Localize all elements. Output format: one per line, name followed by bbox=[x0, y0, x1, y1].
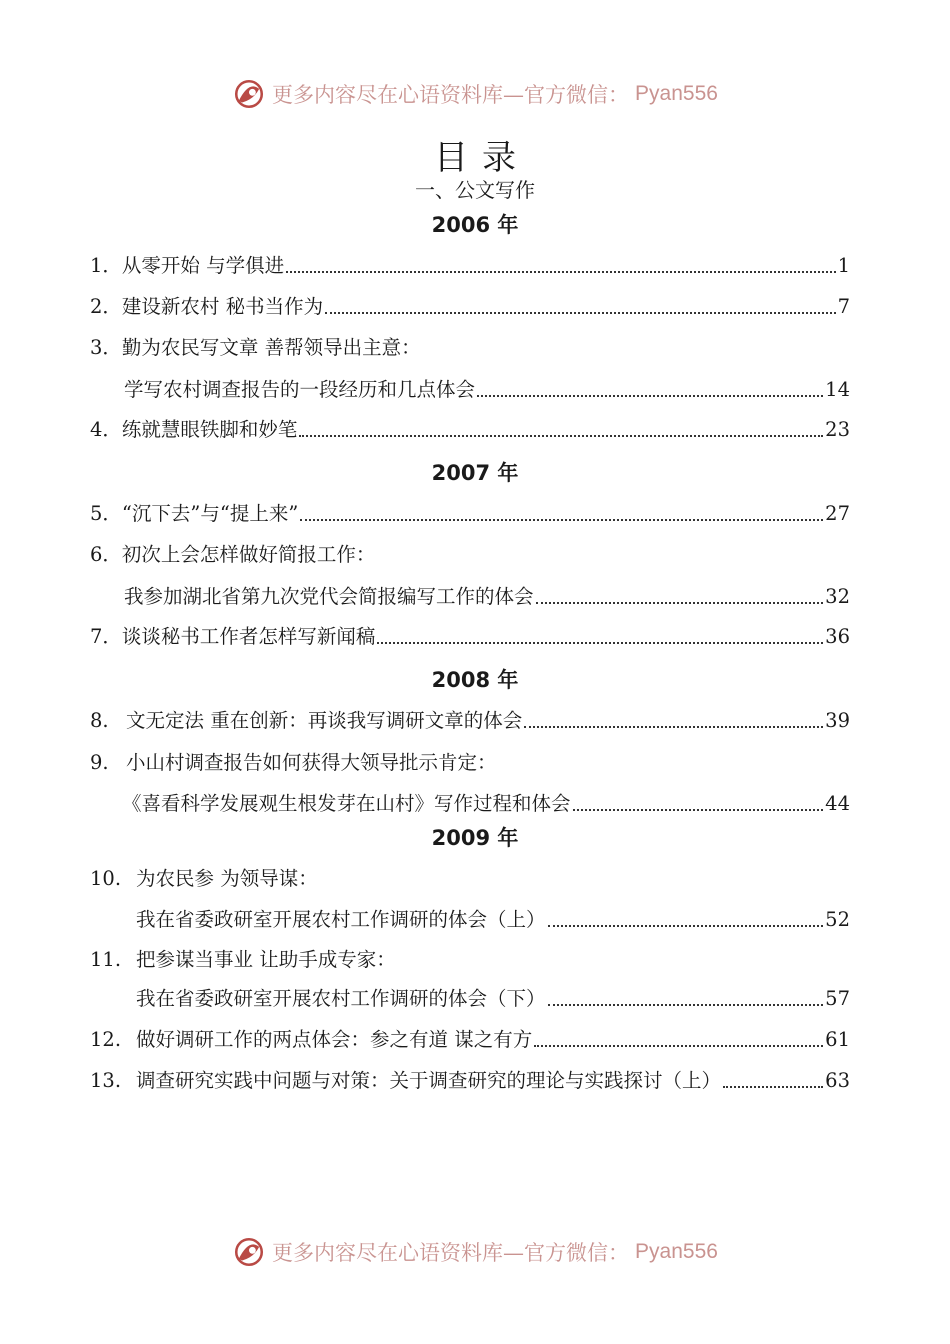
entry-page: 36 bbox=[825, 625, 850, 648]
entry-page: 1 bbox=[837, 254, 850, 277]
toc-entry-subtitle[interactable] bbox=[136, 905, 850, 935]
entry-title: 把参谋当事业 让助手成专家： bbox=[136, 948, 396, 971]
entry-page: 52 bbox=[825, 908, 850, 931]
toc-entry[interactable] bbox=[90, 499, 850, 529]
year-heading-2008: 2008 年 bbox=[431, 668, 519, 692]
toc-entry[interactable] bbox=[90, 292, 850, 322]
toc-entry[interactable] bbox=[90, 748, 497, 778]
entry-title: 练就慧眼铁脚和妙笔 bbox=[121, 418, 298, 441]
entry-subtitle: 《喜看科学发展观生根发芽在山村》写作过程和体会 bbox=[122, 792, 571, 815]
entry-subtitle: 我在省委政研室开展农村工作调研的体会（上） bbox=[136, 908, 546, 931]
toc-entry[interactable] bbox=[90, 864, 318, 894]
toc-entry[interactable] bbox=[90, 706, 850, 736]
dot-leader bbox=[325, 311, 835, 314]
toc-entry[interactable] bbox=[90, 333, 421, 363]
toc-entry-subtitle[interactable] bbox=[122, 789, 850, 819]
toc-entry[interactable] bbox=[90, 415, 850, 445]
dot-leader bbox=[377, 641, 823, 644]
entry-page: 57 bbox=[825, 987, 850, 1010]
toc-entry-subtitle[interactable] bbox=[124, 582, 850, 612]
entry-number: 5． bbox=[90, 502, 122, 525]
entry-page: 32 bbox=[825, 585, 850, 608]
dot-leader bbox=[548, 924, 824, 927]
year-heading-2007: 2007 年 bbox=[431, 461, 519, 485]
entry-page: 63 bbox=[825, 1069, 850, 1092]
watermark-text: 更多内容尽在心语资料库—官方微信： bbox=[272, 83, 630, 107]
watermark-id: Pyan556 bbox=[635, 82, 718, 105]
entry-number: 10. bbox=[90, 867, 122, 890]
entry-title: 初次上会怎样做好简报工作： bbox=[121, 543, 376, 566]
toc-entry[interactable] bbox=[90, 1066, 850, 1096]
entry-title: 谈谈秘书工作者怎样写新闻稿 bbox=[121, 625, 376, 648]
entry-subtitle: 我参加湖北省第九次党代会简报编写工作的体会 bbox=[124, 585, 534, 608]
entry-title: 从零开始 与学俱进 bbox=[121, 254, 285, 277]
toc-entry-subtitle[interactable] bbox=[136, 984, 850, 1014]
entry-page: 27 bbox=[825, 502, 850, 525]
toc-entry[interactable] bbox=[90, 945, 396, 975]
entry-subtitle: 学写农村调查报告的一段经历和几点体会 bbox=[124, 378, 476, 401]
entry-page: 39 bbox=[825, 709, 850, 732]
entry-number: 12. bbox=[90, 1028, 122, 1051]
toc-entry[interactable] bbox=[90, 1025, 850, 1055]
entry-page: 61 bbox=[825, 1028, 850, 1051]
toc-entry[interactable] bbox=[90, 622, 850, 652]
entry-page: 23 bbox=[825, 418, 850, 441]
toc-entry[interactable] bbox=[90, 540, 375, 570]
entry-subtitle: 我在省委政研室开展农村工作调研的体会（下） bbox=[136, 987, 546, 1010]
entry-number: 1． bbox=[90, 254, 122, 277]
entry-number: 11. bbox=[90, 948, 122, 971]
entry-number: 9. bbox=[90, 751, 109, 774]
dot-leader bbox=[536, 601, 824, 604]
logo-icon bbox=[232, 77, 266, 111]
dot-leader bbox=[723, 1085, 823, 1088]
dot-leader bbox=[534, 1044, 823, 1047]
entry-title: 做好调研工作的两点体会：参之有道 谋之有方 bbox=[136, 1028, 533, 1051]
entry-title: 调查研究实践中问题与对策：关于调查研究的理论与实践探讨（上） bbox=[136, 1069, 722, 1092]
entry-title: 小山村调查报告如何获得大领导批示肯定： bbox=[126, 751, 497, 774]
entry-page: 7 bbox=[837, 295, 850, 318]
year-heading-2009: 2009 年 bbox=[431, 826, 519, 850]
entry-number: 3． bbox=[90, 336, 122, 359]
watermark-top bbox=[0, 74, 950, 114]
dot-leader bbox=[548, 1003, 824, 1006]
entry-title: 建设新农村 秘书当作为 bbox=[121, 295, 324, 318]
entry-number: 13. bbox=[90, 1069, 122, 1092]
section-title: 一、公文写作 bbox=[415, 178, 535, 202]
watermark-text: 更多内容尽在心语资料库—官方微信： bbox=[272, 1241, 630, 1265]
entry-number: 2． bbox=[90, 295, 122, 318]
entry-number: 6． bbox=[90, 543, 122, 566]
watermark-id: Pyan556 bbox=[635, 1240, 718, 1263]
entry-title: 文无定法 重在创新：再谈我写调研文章的体会 bbox=[126, 709, 523, 732]
entry-title: “沉下去”与“提上来” bbox=[121, 502, 299, 525]
entry-number: 7． bbox=[90, 625, 122, 648]
year-heading-2006: 2006 年 bbox=[431, 213, 519, 237]
entry-title: 为农民参 为领导谋： bbox=[136, 867, 318, 890]
entry-page: 14 bbox=[825, 378, 850, 401]
entry-title: 勤为农民写文章 善帮领导出主意： bbox=[121, 336, 421, 359]
dot-leader bbox=[477, 394, 823, 397]
dot-leader bbox=[524, 725, 823, 728]
dot-leader bbox=[300, 518, 823, 521]
dot-leader bbox=[299, 434, 823, 437]
entry-number: 8. bbox=[90, 709, 109, 732]
entry-page: 44 bbox=[825, 792, 850, 815]
dot-leader bbox=[286, 270, 835, 273]
dot-leader bbox=[573, 808, 824, 811]
entry-number: 4． bbox=[90, 418, 122, 441]
toc-entry-subtitle[interactable] bbox=[124, 375, 850, 405]
page-title: 目录 bbox=[434, 138, 530, 178]
logo-icon bbox=[232, 1235, 266, 1269]
toc-entry[interactable] bbox=[90, 251, 850, 281]
watermark-bottom bbox=[0, 1232, 950, 1272]
